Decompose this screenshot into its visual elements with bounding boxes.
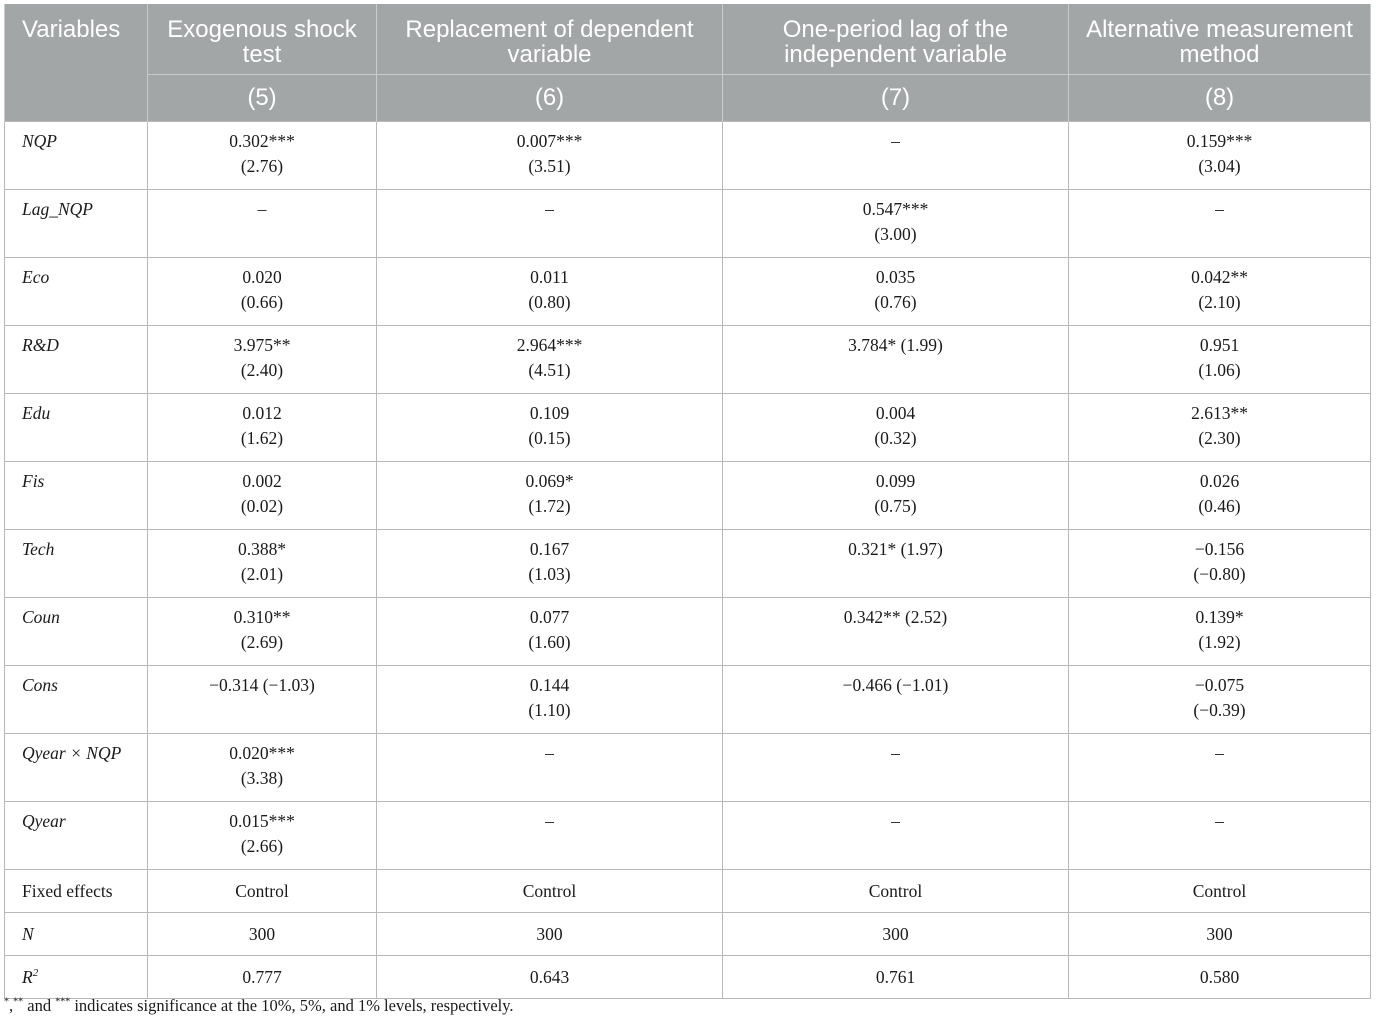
- cell-coef: 0.951: [1199, 334, 1240, 355]
- summary-row-fixed-effects: [5, 869, 1371, 912]
- cell-coef: –: [891, 810, 900, 831]
- cell-tstat: (2.66): [240, 835, 284, 856]
- cell-tstat: (3.04): [1198, 155, 1241, 176]
- table-cell: 0.643: [377, 955, 723, 998]
- header-col-5-number: (5): [148, 74, 377, 121]
- cell-coef: –: [1215, 810, 1224, 831]
- cell-tstat: (−0.80): [1193, 563, 1246, 584]
- table-cell: [1069, 121, 1371, 189]
- footnote-text-1: ,: [9, 996, 14, 1015]
- cell-coef: 0.547***: [862, 198, 929, 219]
- table-cell: 300: [1069, 912, 1371, 955]
- table-cell: [377, 257, 723, 325]
- table-cell: [148, 801, 377, 869]
- cell-coef: 0.342** (2.52): [843, 606, 948, 627]
- footnote-sig-1: ***: [55, 996, 71, 1008]
- cell-coef: 0.144: [529, 674, 570, 695]
- cell-coef: 0.310**: [233, 606, 291, 627]
- cell-tstat: (2.10): [1198, 291, 1241, 312]
- cell-coef: 0.069*: [525, 470, 574, 491]
- cell-coef: 0.302***: [229, 130, 295, 151]
- cell-coef: 0.015***: [229, 810, 295, 831]
- header-col-8-number: (8): [1069, 74, 1371, 121]
- cell-coef: 0.007***: [516, 130, 583, 151]
- cell-tstat: (4.51): [528, 359, 571, 380]
- table-cell: [1069, 189, 1371, 257]
- cell-coef: 0.026: [1199, 470, 1240, 491]
- table-cell: [148, 393, 377, 461]
- summary-row-n: [5, 912, 1371, 955]
- cell-coef: 2.964***: [516, 334, 583, 355]
- cell-tstat: (1.72): [528, 495, 571, 516]
- header-col-6-number: (6): [377, 74, 723, 121]
- r-squared-superscript: 2: [32, 966, 39, 979]
- table-cell: [148, 733, 377, 801]
- table-row: [5, 325, 1371, 393]
- header-col-6-title-line1: Replacement of dependent: [405, 16, 694, 43]
- header-col-6-title: [377, 4, 723, 74]
- table-row: [5, 257, 1371, 325]
- cell-coef: –: [1215, 742, 1224, 763]
- table-cell: [723, 257, 1069, 325]
- table-cell: 0.580: [1069, 955, 1371, 998]
- table-cell: [723, 733, 1069, 801]
- cell-coef: 3.975**: [233, 334, 291, 355]
- footnote-sig-5: **: [13, 996, 24, 1008]
- table-row: [5, 189, 1371, 257]
- cell-tstat: (0.75): [874, 495, 917, 516]
- cell-coef: 0.099: [875, 470, 916, 491]
- cell-coef: 0.109: [529, 402, 570, 423]
- cell-tstat: (0.76): [874, 291, 917, 312]
- cell-coef: 0.077: [529, 606, 570, 627]
- summary-row-r-squared: [5, 955, 1371, 998]
- cell-coef: –: [1215, 198, 1224, 219]
- table-cell: 300: [723, 912, 1069, 955]
- cell-coef: –: [891, 742, 900, 763]
- cell-tstat: (2.01): [240, 563, 284, 584]
- table-row: [5, 121, 1371, 189]
- cell-coef: 0.388*: [237, 538, 287, 559]
- table-cell: [377, 189, 723, 257]
- cell-coef: –: [545, 810, 554, 831]
- header-col-8-title-line1: Alternative: [1086, 16, 1200, 43]
- table-cell: 300: [148, 912, 377, 955]
- header-col-8-title-line2: measurement method: [1179, 16, 1353, 68]
- table-cell: [723, 121, 1069, 189]
- row-variable-label: Qyear × NQP: [5, 733, 148, 801]
- cell-tstat: (2.76): [240, 155, 284, 176]
- cell-tstat: (3.51): [528, 155, 571, 176]
- table-row: [5, 665, 1371, 733]
- table-cell: Control: [1069, 869, 1371, 912]
- row-variable-label: Lag_NQP: [5, 189, 148, 257]
- table-cell: [148, 529, 377, 597]
- table-body: [5, 121, 1371, 998]
- footnote-text-3: indicates significance at the 10%, 5%, and 1% levels, respectively.: [70, 996, 514, 1015]
- table-cell: 0.761: [723, 955, 1069, 998]
- table-cell: [723, 393, 1069, 461]
- cell-coef: 0.042**: [1191, 266, 1248, 287]
- cell-tstat: (0.46): [1198, 495, 1241, 516]
- cell-coef: 0.167: [529, 538, 570, 559]
- table-cell: [1069, 257, 1371, 325]
- row-variable-label: Edu: [5, 393, 148, 461]
- header-row-titles: [5, 4, 1371, 74]
- table-row: [5, 461, 1371, 529]
- header-col-5-title-line2: shock test: [242, 16, 357, 68]
- table-cell: [723, 529, 1069, 597]
- table-cell: Control: [148, 869, 377, 912]
- table-row: [5, 801, 1371, 869]
- table-cell: [1069, 393, 1371, 461]
- header-variables-blank: [5, 74, 148, 121]
- table-cell: [148, 597, 377, 665]
- table-cell: [377, 801, 723, 869]
- r-squared-base: R: [22, 966, 33, 987]
- row-variable-label: N: [5, 912, 148, 955]
- table-cell: [1069, 597, 1371, 665]
- table-cell: [148, 257, 377, 325]
- cell-tstat: (1.03): [528, 563, 571, 584]
- cell-coef: −0.466 (−1.01): [842, 674, 949, 695]
- table-row: [5, 733, 1371, 801]
- table-footnote: [4, 996, 514, 1016]
- table-cell: [148, 665, 377, 733]
- row-variable-label: Tech: [5, 529, 148, 597]
- header-col-7-title-line2: independent variable: [784, 41, 1007, 68]
- cell-coef: 0.139*: [1195, 606, 1244, 627]
- cell-coef: –: [891, 130, 900, 151]
- footnote-sig-10: *: [4, 996, 9, 1008]
- cell-coef: 3.784* (1.99): [848, 334, 943, 355]
- table-cell: [377, 121, 723, 189]
- cell-tstat: (1.62): [240, 427, 284, 448]
- cell-tstat: (1.10): [528, 699, 571, 720]
- table-cell: [1069, 665, 1371, 733]
- header-col-7-title: [723, 4, 1069, 74]
- table-row: [5, 529, 1371, 597]
- table-cell: [377, 733, 723, 801]
- table-cell: [723, 665, 1069, 733]
- header-variables: Variables: [5, 4, 148, 74]
- cell-coef: 0.020: [242, 266, 282, 287]
- table-cell: [723, 801, 1069, 869]
- table-cell: [377, 665, 723, 733]
- header-col-8-title: [1069, 4, 1371, 74]
- row-variable-label: Qyear: [5, 801, 148, 869]
- cell-tstat: (1.92): [1198, 631, 1241, 652]
- header-col-7-number: (7): [723, 74, 1069, 121]
- regression-results-table: [4, 4, 1371, 999]
- table-cell: 0.777: [148, 955, 377, 998]
- footnote-text-2: and: [23, 996, 56, 1015]
- cell-coef: 0.020***: [229, 742, 295, 763]
- cell-tstat: (3.00): [874, 223, 917, 244]
- table-row: [5, 597, 1371, 665]
- cell-coef: –: [257, 198, 267, 219]
- table-cell: [1069, 325, 1371, 393]
- row-variable-label: Fixed effects: [5, 869, 148, 912]
- header-col-7-title-line1: One-period lag of the: [782, 16, 1009, 43]
- cell-coef: 0.321* (1.97): [848, 538, 943, 559]
- header-col-5-title-line1: Exogenous: [167, 16, 288, 43]
- cell-tstat: (2.69): [240, 631, 284, 652]
- row-variable-label: [5, 955, 148, 998]
- table-cell: [148, 461, 377, 529]
- cell-coef: 0.011: [530, 266, 569, 287]
- cell-coef: 2.613**: [1191, 402, 1248, 423]
- table-cell: [723, 597, 1069, 665]
- table-cell: [148, 325, 377, 393]
- table-cell: [723, 325, 1069, 393]
- table-cell: [377, 597, 723, 665]
- table-cell: [148, 189, 377, 257]
- table-cell: [723, 189, 1069, 257]
- cell-coef: 0.002: [242, 470, 282, 491]
- table-cell: [1069, 733, 1371, 801]
- table-cell: Control: [377, 869, 723, 912]
- table-cell: [377, 393, 723, 461]
- cell-coef: 0.035: [875, 266, 916, 287]
- table-cell: [1069, 461, 1371, 529]
- header-row-numbers: [5, 74, 1371, 121]
- table-row: [5, 393, 1371, 461]
- row-variable-label: Coun: [5, 597, 148, 665]
- header-col-5-title: [148, 4, 377, 74]
- row-variable-label: Cons: [5, 665, 148, 733]
- table-cell: 300: [377, 912, 723, 955]
- cell-coef: –: [545, 198, 554, 219]
- cell-tstat: (0.02): [240, 495, 284, 516]
- cell-coef: 0.012: [242, 402, 282, 423]
- cell-coef: 0.004: [875, 402, 916, 423]
- cell-coef: −0.156: [1194, 538, 1245, 559]
- cell-coef: −0.314 (−1.03): [209, 674, 315, 695]
- cell-tstat: (2.30): [1198, 427, 1241, 448]
- cell-coef: 0.159***: [1186, 130, 1253, 151]
- cell-tstat: (0.15): [528, 427, 571, 448]
- row-variable-label: R&D: [5, 325, 148, 393]
- table-cell: [377, 461, 723, 529]
- row-variable-label: NQP: [5, 121, 148, 189]
- table-cell: [148, 121, 377, 189]
- cell-tstat: (0.80): [528, 291, 571, 312]
- table-cell: [723, 461, 1069, 529]
- cell-coef: –: [545, 742, 554, 763]
- cell-tstat: (0.66): [240, 291, 284, 312]
- cell-tstat: (2.40): [240, 359, 284, 380]
- cell-tstat: (−0.39): [1193, 699, 1246, 720]
- table-cell: [1069, 801, 1371, 869]
- table-cell: Control: [723, 869, 1069, 912]
- cell-tstat: (0.32): [874, 427, 917, 448]
- table-cell: [1069, 529, 1371, 597]
- cell-tstat: (3.38): [240, 767, 284, 788]
- header-col-6-title-line2: variable: [507, 41, 592, 68]
- row-variable-label: Eco: [5, 257, 148, 325]
- cell-coef: −0.075: [1194, 674, 1245, 695]
- table-cell: [377, 325, 723, 393]
- row-variable-label: Fis: [5, 461, 148, 529]
- table-cell: [377, 529, 723, 597]
- cell-tstat: (1.60): [528, 631, 571, 652]
- cell-tstat: (1.06): [1198, 359, 1241, 380]
